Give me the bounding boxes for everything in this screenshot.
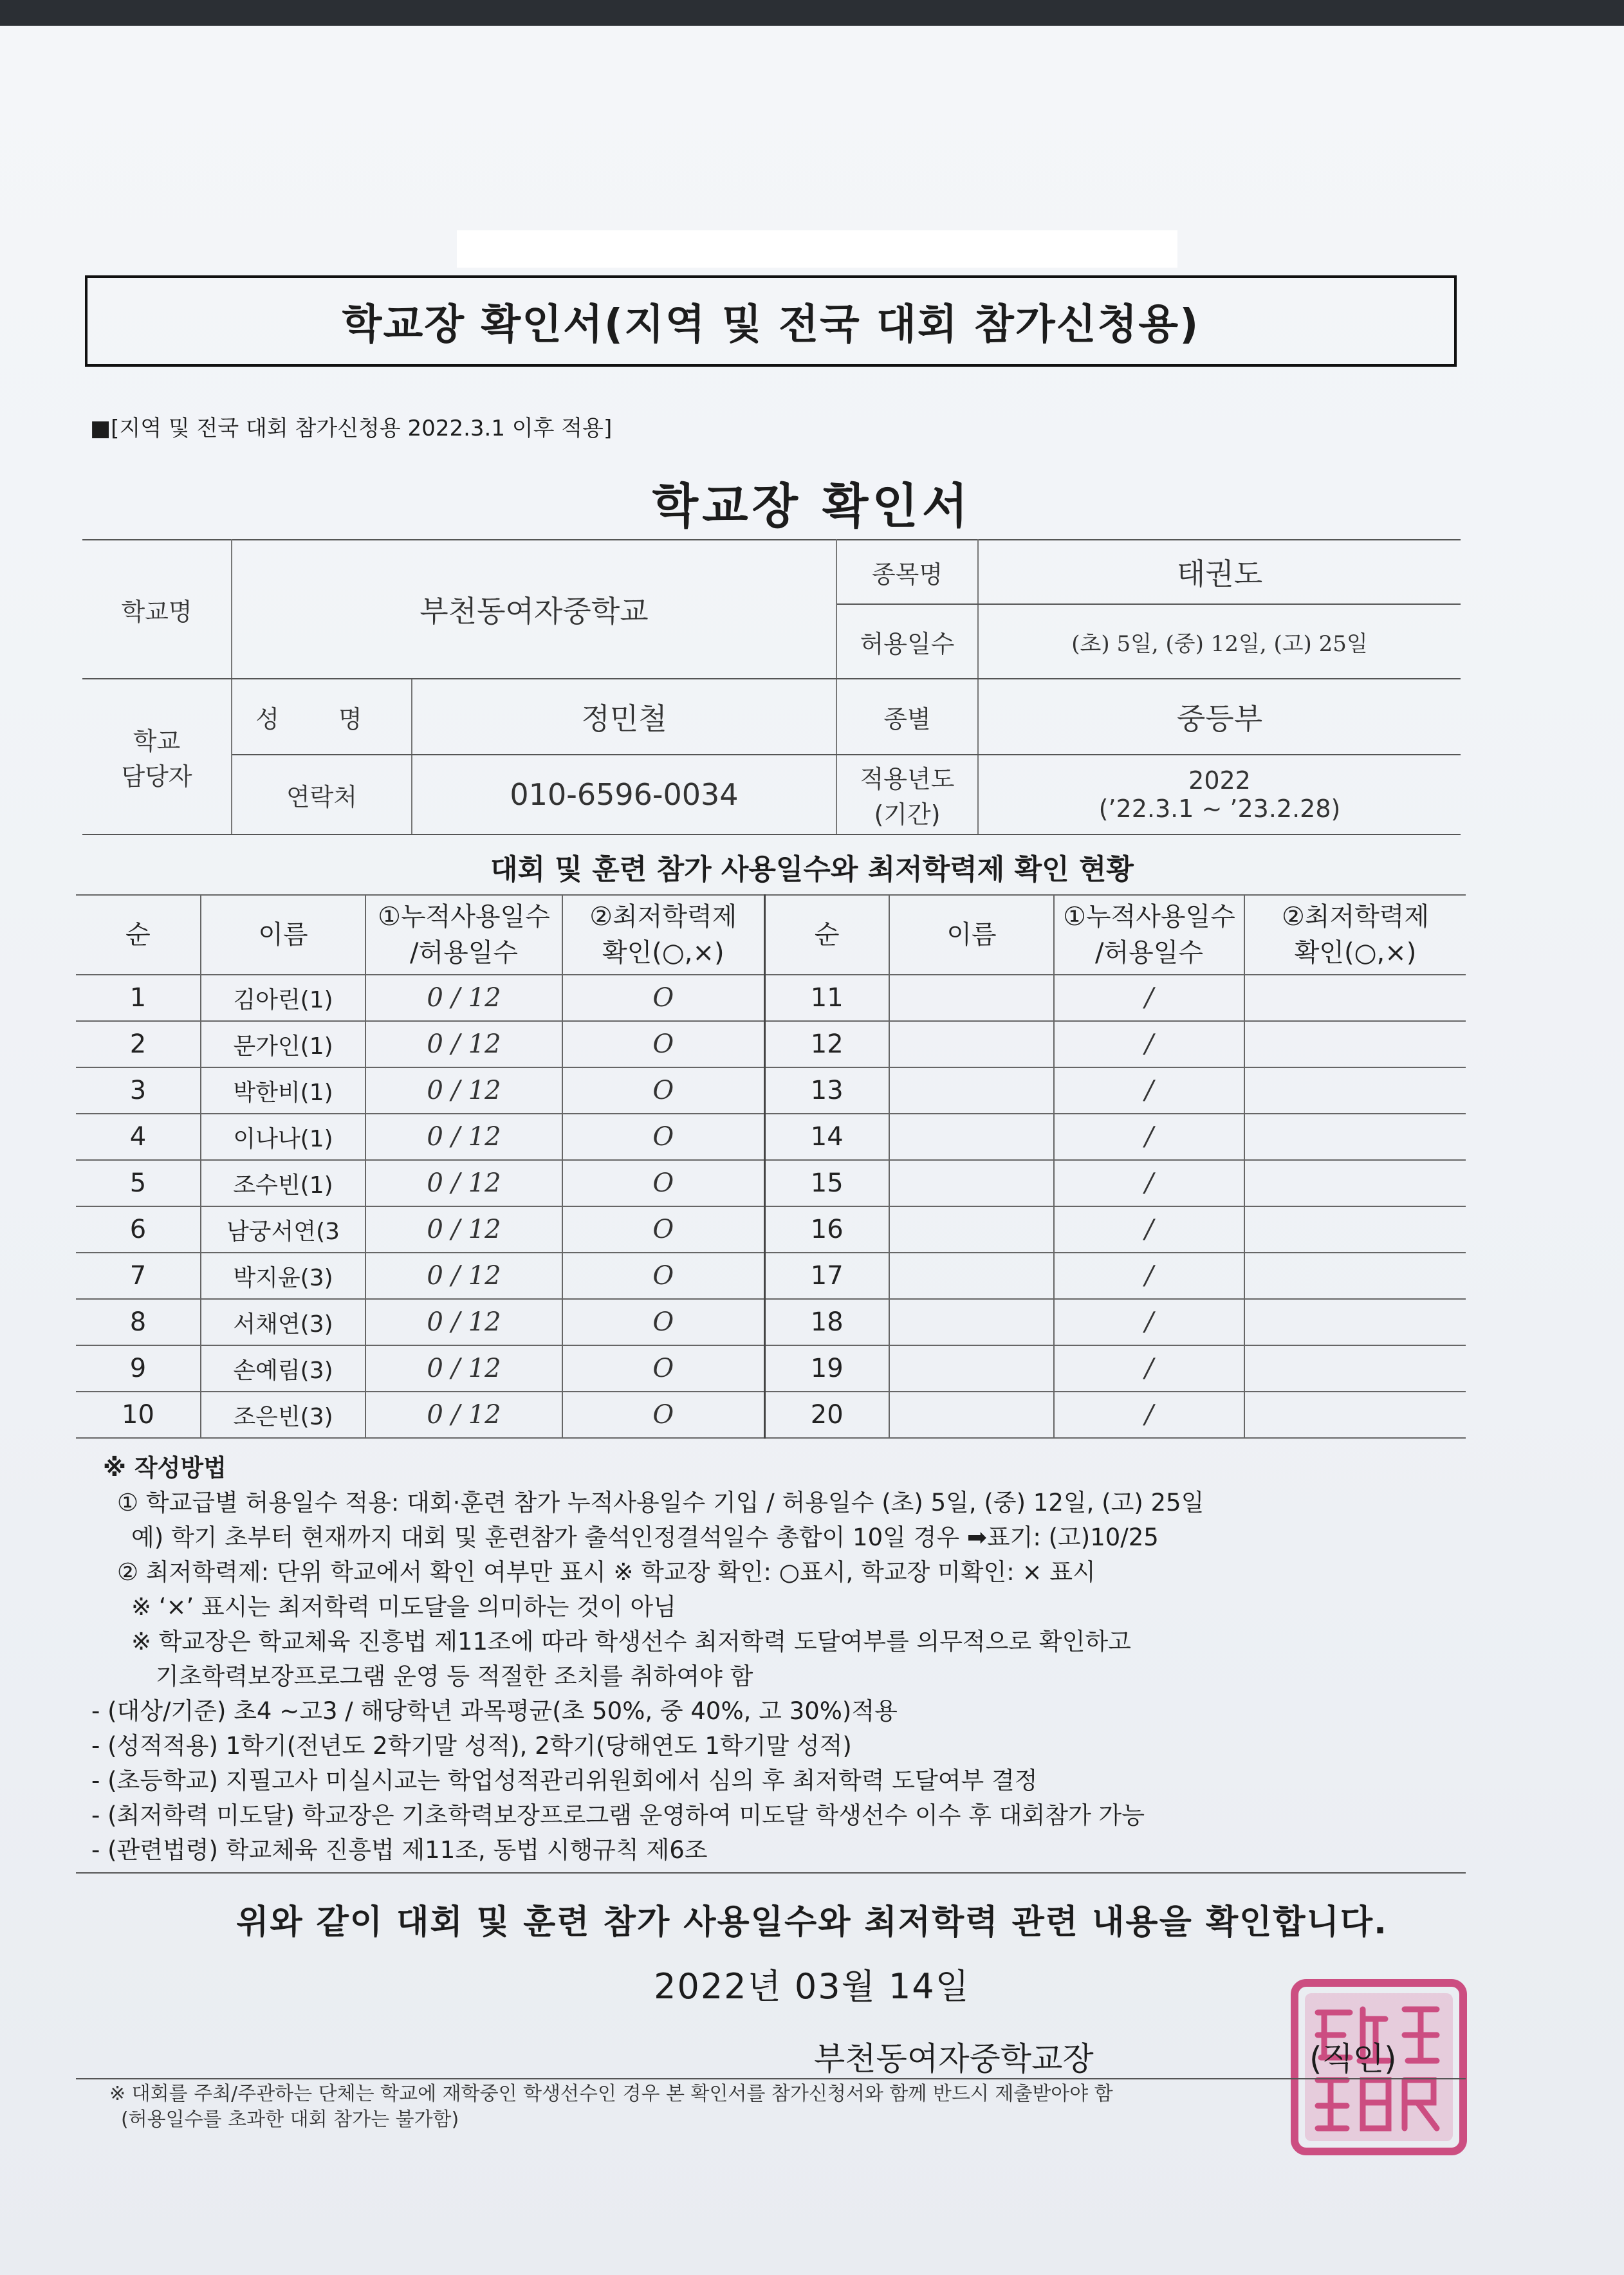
- category-value: 중등부: [978, 679, 1461, 755]
- col-check-header-line2: 확인(○,×): [602, 938, 724, 968]
- allowed-days-label: 허용일수: [836, 604, 978, 679]
- col-days-header-line1: ①누적사용일수: [378, 902, 550, 932]
- student-name: 남궁서연(3: [201, 1206, 365, 1253]
- footer-divider: [76, 2078, 1466, 2079]
- detail-3: - (초등학교) 지필고사 미실시교는 학업성적관리위원회에서 심의 후 최저학력 도달여부 결정: [91, 1767, 1038, 1794]
- roster-table: [76, 894, 1466, 1439]
- student-name-right: [889, 1253, 1054, 1299]
- days-used-right: /: [1054, 1392, 1244, 1438]
- student-name: 서채연(3): [201, 1299, 365, 1345]
- table-row: [76, 1160, 1466, 1206]
- grade-check-right: [1244, 1253, 1466, 1299]
- student-name-right: [889, 1067, 1054, 1114]
- table-row: [76, 975, 1466, 1021]
- row-number-right: 18: [764, 1299, 889, 1345]
- row-number: 2: [76, 1021, 201, 1067]
- days-used: 0 / 12: [365, 1392, 562, 1438]
- table-row: [76, 1253, 1466, 1299]
- col-no-header-right: 순: [764, 895, 889, 975]
- student-name: 조수빈(1): [201, 1160, 365, 1206]
- footnote-line1: ※ 대회를 주최/주관하는 단체는 학교에 재학중인 학생선수인 경우 본 확인서를 참가신청서와 함께 반드시 제출받아야 함: [109, 2083, 1113, 2105]
- detail-5: - (관련법령) 학교체육 진흥법 제11조, 동법 시행규칙 제6조: [91, 1836, 708, 1864]
- days-used: 0 / 12: [365, 1345, 562, 1392]
- col-days-header: [365, 895, 562, 975]
- row-number-right: 19: [764, 1345, 889, 1392]
- row-number: 8: [76, 1299, 201, 1345]
- days-used: 0 / 12: [365, 1299, 562, 1345]
- days-used-right: /: [1054, 1345, 1244, 1392]
- col-check-header-line1: ②최저학력제: [589, 902, 737, 932]
- days-used-right: /: [1054, 1206, 1244, 1253]
- student-name: 손예림(3): [201, 1345, 365, 1392]
- grade-check: O: [562, 1299, 764, 1345]
- col-days-header-line2: /허용일수: [409, 938, 519, 968]
- col-days-header-right-line1: ①누적사용일수: [1063, 902, 1235, 932]
- student-name-right: [889, 1392, 1054, 1438]
- days-used: 0 / 12: [365, 1253, 562, 1299]
- grade-check-right: [1244, 1114, 1466, 1160]
- student-name: 박한비(1): [201, 1067, 365, 1114]
- grade-check-right: [1244, 1160, 1466, 1206]
- col-name-header: 이름: [201, 895, 365, 975]
- days-used: 0 / 12: [365, 1114, 562, 1160]
- days-used: 0 / 12: [365, 1206, 562, 1253]
- allowed-days-value: (초) 5일, (중) 12일, (고) 25일: [978, 604, 1461, 679]
- seal-label: (직인): [1309, 2040, 1397, 2077]
- instruction-4b: 기초학력보장프로그램 운영 등 적절한 조치를 취하여야 함: [156, 1663, 753, 1690]
- school-label: 학교명: [82, 540, 232, 679]
- days-used: 0 / 12: [365, 1067, 562, 1114]
- row-number: 1: [76, 975, 201, 1021]
- row-number-right: 15: [764, 1160, 889, 1206]
- document-page: [0, 26, 1624, 2275]
- manager-label-line1: 학교: [133, 727, 181, 755]
- grade-check: O: [562, 1160, 764, 1206]
- student-name-right: [889, 1345, 1054, 1392]
- student-name-right: [889, 1299, 1054, 1345]
- confirmation-statement: 위와 같이 대회 및 훈련 참가 사용일수와 최저학력 관련 내용을 확인합니다.: [236, 1903, 1388, 1942]
- student-name: 김아린(1): [201, 975, 365, 1021]
- grade-check: O: [562, 1392, 764, 1438]
- issue-date: 2022년 03월 14일: [654, 1966, 970, 2007]
- principal-signature: 부천동여자중학교장: [814, 2040, 1094, 2077]
- row-number: 7: [76, 1253, 201, 1299]
- row-number-right: 11: [764, 975, 889, 1021]
- year-value-line1: 2022: [1188, 766, 1251, 795]
- student-name-right: [889, 1160, 1054, 1206]
- year-label-line2: (기간): [874, 800, 941, 829]
- detail-1: - (대상/기준) 초4 ~고3 / 해당학년 과목평균(초 50%, 중 40%, 고 30%)적용: [91, 1697, 898, 1725]
- col-check-header-right: [1244, 895, 1466, 975]
- manager-label-line2: 담당자: [121, 762, 192, 791]
- col-check-header-right-line2: 확인(○,×): [1294, 938, 1417, 968]
- category-label: 종별: [836, 679, 978, 755]
- year-label-line1: 적용년도: [860, 765, 955, 793]
- student-name-right: [889, 1021, 1054, 1067]
- name-label: 성 명: [232, 679, 412, 755]
- grade-check: O: [562, 1114, 764, 1160]
- grade-check-right: [1244, 1299, 1466, 1345]
- table-row: [76, 1021, 1466, 1067]
- grade-check: O: [562, 1206, 764, 1253]
- grade-check: O: [562, 1021, 764, 1067]
- row-number: 3: [76, 1067, 201, 1114]
- grade-check: O: [562, 1253, 764, 1299]
- grade-check-right: [1244, 1392, 1466, 1438]
- row-number-right: 20: [764, 1392, 889, 1438]
- instruction-3: ※ ‘×’ 표시는 최저학력 미도달을 의미하는 것이 아님: [131, 1593, 676, 1621]
- col-days-header-right: [1054, 895, 1244, 975]
- instruction-1a: ① 학교급별 허용일수 적용: 대회·훈련 참가 누적사용일수 기입 / 허용일수 (초) 5일, (중) 12일, (고) 25일: [117, 1489, 1204, 1516]
- days-used-right: /: [1054, 1114, 1244, 1160]
- student-name-right: [889, 1114, 1054, 1160]
- col-name-header-right: 이름: [889, 895, 1054, 975]
- student-name-right: [889, 1206, 1054, 1253]
- sport-label: 종목명: [836, 540, 978, 604]
- contact-label: 연락처: [232, 755, 412, 834]
- redaction-block: [457, 230, 1177, 268]
- instructions-heading: ※ 작성방법: [103, 1454, 226, 1482]
- days-used-right: /: [1054, 1067, 1244, 1114]
- grade-check-right: [1244, 1021, 1466, 1067]
- row-number-right: 14: [764, 1114, 889, 1160]
- instruction-1b: 예) 학기 초부터 현재까지 대회 및 훈련참가 출석인정결석일수 총합이 10일 경우 ➡표기: (고)10/25: [131, 1524, 1159, 1551]
- manager-label: [82, 679, 232, 834]
- col-check-header: [562, 895, 764, 975]
- grade-check-right: [1244, 1067, 1466, 1114]
- document-title: 학교장 확인서: [652, 479, 972, 534]
- instruction-2: ② 최저학력제: 단위 학교에서 확인 여부만 표시 ※ 학교장 확인: ○표시, 학교장 미확인: × 표시: [117, 1558, 1096, 1586]
- row-number-right: 13: [764, 1067, 889, 1114]
- year-label: [836, 755, 978, 834]
- table-row: [76, 1392, 1466, 1438]
- table-row: [76, 1067, 1466, 1114]
- detail-2: - (성적적용) 1학기(전년도 2학기말 성적), 2학기(당해연도 1학기말 성적): [91, 1732, 852, 1760]
- days-used: 0 / 12: [365, 1160, 562, 1206]
- table-row: [76, 1299, 1466, 1345]
- divider-line: [76, 1872, 1466, 1874]
- days-used-right: /: [1054, 1253, 1244, 1299]
- days-used-right: /: [1054, 975, 1244, 1021]
- table-row: [76, 1345, 1466, 1392]
- roster-body: [76, 975, 1466, 1438]
- days-used-right: /: [1054, 1021, 1244, 1067]
- row-number-right: 16: [764, 1206, 889, 1253]
- student-name-right: [889, 975, 1054, 1021]
- instruction-4a: ※ 학교장은 학교체육 진흥법 제11조에 따라 학생선수 최저학력 도달여부를 의무적으로 확인하고: [131, 1628, 1131, 1655]
- student-name: 박지윤(3): [201, 1253, 365, 1299]
- row-number: 6: [76, 1206, 201, 1253]
- col-no-header: 순: [76, 895, 201, 975]
- row-number-right: 12: [764, 1021, 889, 1067]
- student-name: 이나나(1): [201, 1114, 365, 1160]
- grade-check: O: [562, 1345, 764, 1392]
- info-table: [82, 539, 1461, 835]
- main-title: 학교장 확인서(지역 및 전국 대회 참가신청용): [342, 301, 1200, 349]
- grade-check: O: [562, 1067, 764, 1114]
- detail-4: - (최저학력 미도달) 학교장은 기초학력보장프로그램 운영하여 미도달 학생선수 이수 후 대회참가 가능: [91, 1801, 1145, 1829]
- roster-section-title: 대회 및 훈련 참가 사용일수와 최저학력제 확인 현황: [490, 853, 1134, 886]
- roster-header-row: [76, 895, 1466, 975]
- col-check-header-right-line1: ②최저학력제: [1281, 902, 1430, 932]
- footnote: [109, 2081, 1113, 2133]
- student-name: 문가인(1): [201, 1021, 365, 1067]
- days-used-right: /: [1054, 1299, 1244, 1345]
- name-value: 정민철: [412, 679, 836, 755]
- row-number-right: 17: [764, 1253, 889, 1299]
- col-days-header-right-line2: /허용일수: [1094, 938, 1204, 968]
- row-number: 9: [76, 1345, 201, 1392]
- grade-check-right: [1244, 1345, 1466, 1392]
- row-number: 10: [76, 1392, 201, 1438]
- table-row: [76, 1114, 1466, 1160]
- days-used: 0 / 12: [365, 975, 562, 1021]
- instructions: [76, 1451, 1472, 1868]
- table-row: [76, 1206, 1466, 1253]
- year-value-line2: (’22.3.1 ~ ’23.2.28): [1098, 795, 1341, 823]
- sport-value: 태권도: [978, 540, 1461, 604]
- grade-check-right: [1244, 975, 1466, 1021]
- student-name: 조은빈(3): [201, 1392, 365, 1438]
- contact-value: 010-6596-0034: [412, 755, 836, 834]
- main-title-box: [85, 275, 1457, 367]
- days-used: 0 / 12: [365, 1021, 562, 1067]
- grade-check-right: [1244, 1206, 1466, 1253]
- row-number: 4: [76, 1114, 201, 1160]
- school-value: 부천동여자중학교: [232, 540, 836, 679]
- applicability-note: ■[지역 및 전국 대회 참가신청용 2022.3.1 이후 적용]: [90, 416, 613, 441]
- grade-check: O: [562, 975, 764, 1021]
- row-number: 5: [76, 1160, 201, 1206]
- footnote-line2: (허용일수를 초과한 대회 참가는 불가함): [121, 2108, 459, 2131]
- year-value: [978, 755, 1461, 834]
- days-used-right: /: [1054, 1160, 1244, 1206]
